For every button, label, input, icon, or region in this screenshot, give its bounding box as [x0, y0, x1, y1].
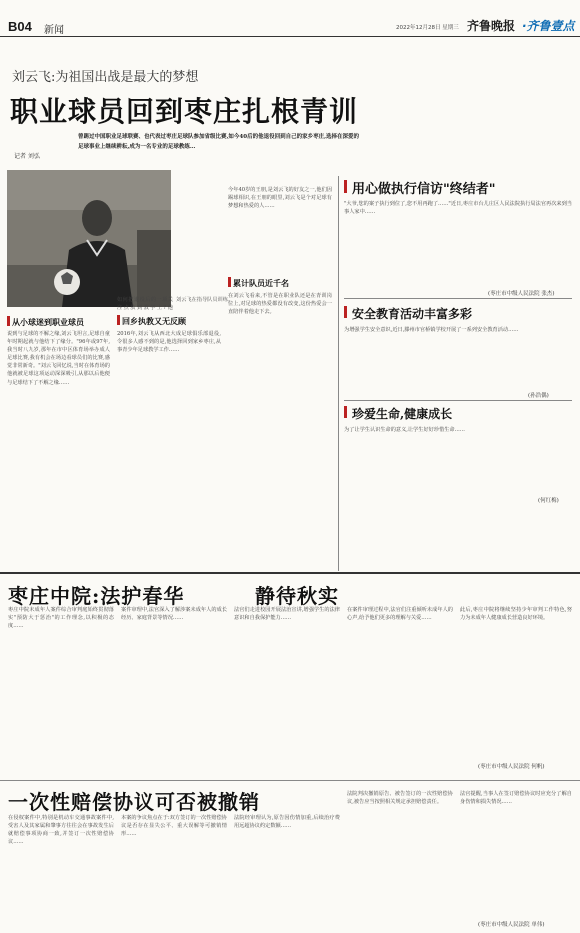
- issue-date: 2022年12月28日 星期三: [396, 25, 459, 31]
- right-bot-body: 为了让学生认识生命的意义,让学生好好珍惜生命……: [344, 427, 465, 433]
- lead-body-2: 2016年,刘云飞从西北大成足球俱乐部退役,令很多人感不到的是,他选择回到家乡枣庄,从事青少年足球教学工作……: [117, 331, 221, 354]
- court-body-1: 枣庄中院未成年人案件综合审判庭始终贯彻落实"预防大于惩治"的工作理念,以积极的态度……: [8, 607, 114, 630]
- lead-body-5: 在刘云飞看来,不管是在职业队还是在青训岗位上,对足球的热爱都没有改变,这份热爱会一直陪伴着他走下去。: [228, 293, 332, 316]
- page-number: B04: [8, 19, 32, 34]
- lead-subhead-2: 回乡执教又无反顾: [122, 316, 186, 326]
- section-divider: [0, 572, 580, 574]
- lead-kicker: 刘云飞:为祖国出战是最大的梦想: [12, 70, 199, 85]
- photo-caption: 刘云飞在指导队员训练。: [176, 297, 234, 303]
- right-top-source: (枣庄市中级人民法院 张杰): [488, 291, 555, 297]
- subhead-marker: [7, 316, 10, 326]
- subhead-marker: [344, 180, 347, 193]
- bottom-source: (枣庄市中级人民法院 单伟): [478, 922, 545, 928]
- lead-intro: 曾踢过中国职业足球联赛、也代表过枣庄足球队参加省级比赛,如今40后的他退役回到自己的家乡枣庄,选择在深爱的足球事业上继续耕耘,成为一名专业的足球教练…: [78, 134, 359, 150]
- column-divider: [338, 176, 339, 571]
- court-body-4: 在案件审理过程中,法官们注重倾听未成年人的心声,给予他们更多的理解与关爱……: [347, 607, 453, 622]
- right-bot-title: 珍爱生命,健康成长: [352, 407, 453, 421]
- subhead-marker: [228, 277, 231, 287]
- subhead-marker: [117, 315, 120, 325]
- brand-logo: ·齐鲁壹点: [522, 19, 575, 33]
- paper-name: 齐鲁晚报: [467, 19, 516, 33]
- lead-photo: [7, 170, 171, 307]
- court-title-2: 静待秋实: [255, 584, 339, 608]
- section-name: 新闻: [44, 25, 64, 36]
- right-top-body: "大爷,您的案子执行到位了,您不用再跑了……"近日,枣庄市台儿庄区人民法院执行局法官再次来到当事人家中……: [344, 201, 572, 216]
- right-mid-body: 为增强学生安全意识,近日,滕州市官桥镇学校开展了一系列安全教育活动……: [344, 327, 519, 333]
- subhead-marker: [344, 306, 347, 318]
- right-mid-source: (孙浩偶): [528, 393, 549, 399]
- lead-body-3: 如何把退役后的一项关注点放到教学上?他: [117, 297, 173, 312]
- right-bot-source: (何红梅): [538, 498, 559, 504]
- bottom-title: 一次性赔偿协议可否被撤销: [8, 790, 260, 814]
- lead-subhead-3: 累计队员近千名: [233, 278, 289, 288]
- court-body-5: 此后,枣庄中院将继续坚持少年审判工作特色,努力为未成年人健康成长营造良好环境。: [460, 607, 572, 622]
- court-source: (枣庄市中级人民法院 何帆): [478, 764, 545, 770]
- lead-byline: 记者 刘弘: [14, 153, 40, 160]
- lead-subhead-1: 从小球迷到职业球员: [12, 317, 84, 327]
- right-top-title: 用心做执行信访"终结者": [352, 182, 496, 197]
- lead-title: 职业球员回到枣庄扎根青训: [10, 95, 359, 128]
- bottom-body-1: 在侵权案件中,特别是机动车交通事故案件中,受害人及其家属和肇事方往往会在事故发生后就赔偿事项协商一致,并签订一次性赔偿协议……: [8, 815, 114, 846]
- page-header: [0, 0, 580, 37]
- lead-body-4: 今年40岁的王朋,是刘云飞的好友之一,他们因踢球相识,在王朋的眼里,刘云飞是个对足球有梦想和热爱的人……: [228, 187, 332, 210]
- bottom-body-4: 法院判决撤销原告、被告签订的一次性赔偿协议,被告应当按照相关规定承担赔偿责任。: [347, 791, 453, 806]
- court-title-1: 枣庄中院:法护春华: [8, 584, 185, 608]
- section-divider: [0, 780, 580, 781]
- subhead-marker: [344, 406, 347, 418]
- lead-body-1: 说到与足球的不解之缘,刘云飞坦言,足球自童年时期起就与他结下了缘分。"96年或97年,我当时八九岁,那年在市中区体育场举办成人足球比赛,我有机会在场边看球员们的比赛,感觉非常新奇。"刘云飞回忆说,当时在体育场的他就被足球这项运动深深吸引,从那以后他便与足球结下了不解之缘……: [7, 331, 110, 386]
- bottom-body-5: 法官提醒,当事人在签订赔偿协议时应充分了解自身伤情和损失情况……: [460, 791, 572, 806]
- court-body-2: 案件审理中,法官深入了解涉案未成年人的成长经历、家庭背景等情况……: [121, 607, 227, 622]
- section-divider: [344, 298, 572, 299]
- court-body-3: 法官们走进校园开展法治宣讲,增强学生的法律意识和自我保护能力……: [234, 607, 340, 622]
- section-divider: [344, 400, 572, 401]
- bottom-body-3: 法院经审理认为,原告因伤情加重,后续治疗费用远超协议约定数额……: [234, 815, 340, 830]
- bottom-body-2: 本案的争议焦点在于:双方签订的一次性赔偿协议是否存在显失公平、重大误解等可撤销情形……: [121, 815, 227, 838]
- right-mid-title: 安全教育活动丰富多彩: [352, 307, 473, 321]
